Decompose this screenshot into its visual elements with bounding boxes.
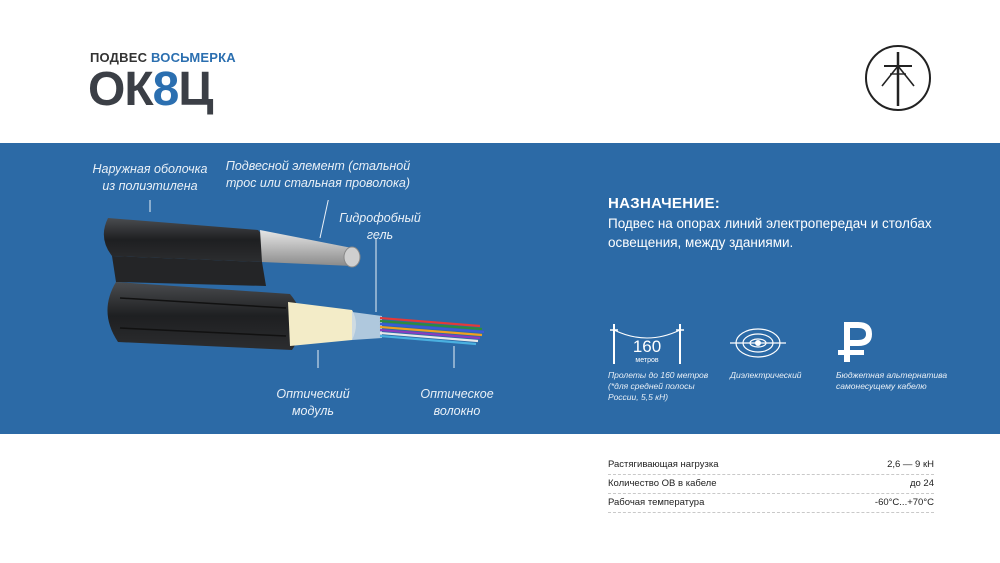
label-messenger-line1: Подвесной элемент (стальной	[225, 159, 411, 173]
feature-dielectric-text	[730, 370, 830, 381]
label-optical-fiber-line2: волокно	[433, 404, 481, 418]
fiber-bundle	[380, 318, 484, 344]
product-title	[88, 62, 212, 118]
label-gel-line1: Гидрофобный	[339, 211, 421, 225]
label-messenger	[223, 158, 413, 192]
dielectric-icon	[730, 320, 786, 366]
spec-value: до 24	[909, 478, 934, 489]
gel-layer	[352, 312, 382, 340]
steel-wire	[260, 230, 356, 266]
feature-dielectric-line1: Диэлектрический	[730, 370, 802, 380]
module-jacket	[107, 282, 301, 350]
cable-diagram	[90, 200, 510, 380]
messenger-jacket	[104, 218, 266, 262]
spec-label: Количество ОВ в кабеле	[608, 478, 717, 489]
ruble-icon	[836, 318, 878, 364]
spec-value: 2,6 — 9 кН	[887, 459, 934, 470]
feature-span-line1: Пролеты до 160 метров	[608, 370, 709, 380]
span-160-number: 160	[632, 337, 662, 356]
header	[0, 0, 1000, 143]
subtitle-part1: ПОДВЕС	[90, 50, 148, 65]
label-optical-module	[268, 386, 358, 420]
feature-budget-line2: самонесущему кабелю	[836, 381, 927, 391]
spec-label: Рабочая температура	[608, 497, 705, 508]
spec-row	[608, 456, 934, 475]
label-messenger-line2: трос или стальная проволока)	[226, 176, 410, 190]
label-optical-fiber-line1: Оптическое	[420, 387, 494, 401]
feature-span-line3: России, 5,5 кН)	[608, 392, 669, 402]
title-prefix: ОК	[88, 63, 153, 116]
label-gel-line2: гель	[366, 228, 394, 242]
purpose-text	[608, 214, 948, 252]
label-optical-fiber	[412, 386, 502, 420]
spec-row	[608, 475, 934, 494]
purpose-heading: НАЗНАЧЕНИЕ:	[608, 195, 721, 212]
label-optical-module-line2: модуль	[291, 404, 335, 418]
title-suffix: Ц	[178, 63, 213, 116]
purpose-line1: Подвес на опорах линий электропередач и столбах	[608, 216, 932, 231]
label-optical-module-line1: Оптический	[276, 387, 350, 401]
optical-module-tube	[288, 302, 356, 346]
spec-value: -60°C...+70°C	[874, 497, 934, 508]
subtitle-part2: ВОСЬМЕРКА	[151, 50, 236, 65]
feature-budget-text	[836, 370, 976, 392]
feature-span-text	[608, 370, 718, 403]
title-digit: 8	[152, 63, 179, 116]
span-160-unit: метров	[635, 357, 659, 364]
label-outer-sheath	[80, 161, 220, 195]
specs-table	[608, 456, 934, 513]
feature-span-line2: (*для средней полосы	[608, 381, 695, 391]
power-pole-icon	[864, 44, 932, 112]
feature-budget-line1: Бюджетная альтернатива	[836, 370, 948, 380]
label-outer-sheath-line2: из полиэтилена	[102, 179, 198, 193]
spec-row	[608, 494, 934, 513]
spec-label: Растягивающая нагрузка	[608, 459, 719, 470]
purpose-line2: освещения, между зданиями.	[608, 235, 794, 250]
label-outer-sheath-line1: Наружная оболочка	[92, 162, 208, 176]
span-160-icon	[608, 320, 688, 366]
